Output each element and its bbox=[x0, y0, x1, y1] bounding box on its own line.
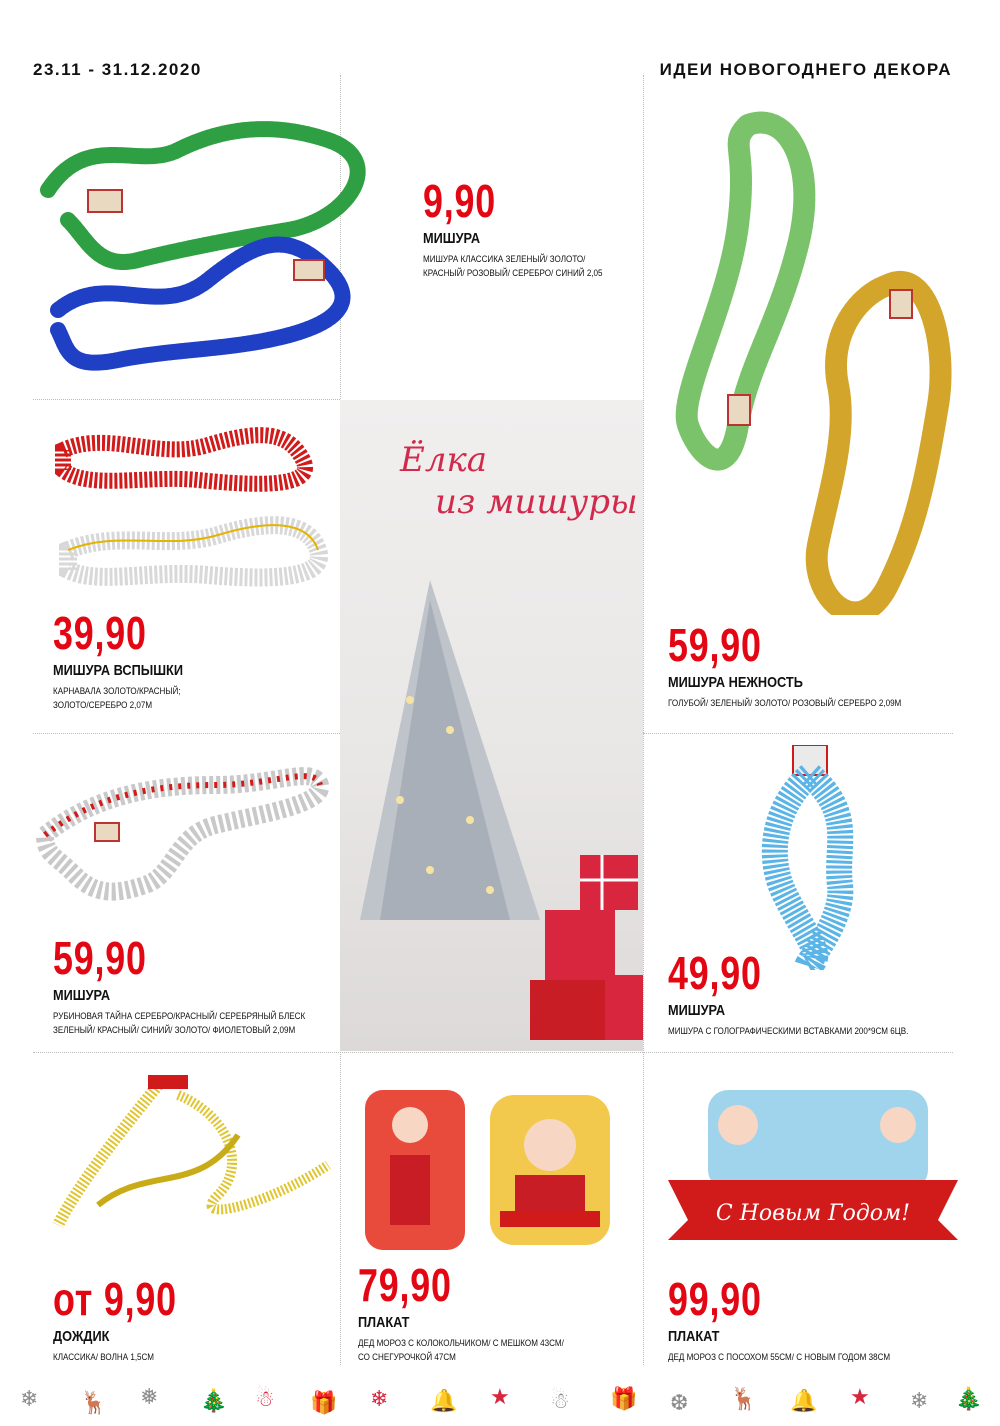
product-desc: ДЕД МОРОЗ С КОЛОКОЛЬЧИКОМ/ С МЕШКОМ 43СМ/ СО СНЕГУРОЧКОЙ 47СМ bbox=[358, 1338, 564, 1363]
snowflake-icon: ❄ bbox=[20, 1386, 39, 1411]
section-title: ИДЕИ НОВОГОДНЕГО ДЕКОРА bbox=[659, 60, 952, 79]
tinsel-ruby-image bbox=[35, 755, 335, 915]
product-name: МИШУРА НЕЖНОСТЬ bbox=[668, 674, 803, 691]
product-name: МИШУРА bbox=[423, 230, 481, 247]
tinsel-green-blue-image bbox=[28, 110, 368, 380]
product-name: МИШУРА ВСПЫШКИ bbox=[53, 662, 183, 679]
snowflake-icon: ❄ bbox=[370, 1386, 389, 1411]
gingerbread-icon: ☃ bbox=[255, 1386, 275, 1411]
product-tinsel-holographic bbox=[668, 947, 951, 1039]
snowflake-icon: ❅ bbox=[140, 1384, 159, 1409]
bell-icon: 🔔 bbox=[790, 1388, 818, 1413]
price: 59,90 bbox=[53, 932, 147, 984]
product-desc: КАРНАВАЛА ЗОЛОТО/КРАСНЫЙ; ЗОЛОТО/СЕРЕБРО 2,07М bbox=[53, 686, 181, 711]
grid-divider bbox=[643, 75, 644, 1365]
snowflake-icon: ❆ bbox=[670, 1390, 689, 1415]
product-desc: КЛАССИКА/ ВОЛНА 1,5СМ bbox=[53, 1352, 155, 1363]
star-icon: ★ bbox=[490, 1384, 510, 1409]
reindeer-icon: 🦌 bbox=[730, 1386, 758, 1411]
tinsel-green-gold-image bbox=[668, 105, 968, 615]
product-tinsel-classic bbox=[423, 175, 634, 281]
product-desc: РУБИНОВАЯ ТАЙНА СЕРЕБРО/КРАСНЫЙ/ СЕРЕБРЯНЫЙ БЛЕСК ЗЕЛЕНЫЙ/ КРАСНЫЙ/ СИНИЙ/ ЗОЛОТО/ ФИОЛЕТОВЫЙ 2,09М bbox=[53, 1011, 306, 1036]
product-desc: ГОЛУБОЙ/ ЗЕЛЕНЫЙ/ ЗОЛОТО/ РОЗОВЫЙ/ СЕРЕБРО 2,09М bbox=[668, 698, 902, 709]
product-tinsel-flash bbox=[53, 607, 206, 713]
product-tinsel-ruby bbox=[53, 932, 350, 1038]
tree-icon: 🎄 bbox=[200, 1388, 228, 1413]
product-desc: ДЕД МОРОЗ С ПОСОХОМ 55СМ/ С НОВЫМ ГОДОМ 38СМ bbox=[668, 1352, 891, 1363]
feature-script-line1: Ёлка bbox=[400, 440, 488, 480]
holiday-ornament-strip bbox=[0, 1366, 1000, 1426]
price: от 9,90 bbox=[53, 1273, 177, 1325]
feature-script-line2: из мишуры bbox=[435, 482, 638, 522]
reindeer-icon: 🦌 bbox=[80, 1390, 108, 1415]
snowflake-icon: ❄ bbox=[910, 1388, 929, 1413]
gift-icon: 🎁 bbox=[610, 1386, 638, 1411]
tree-illustration bbox=[340, 400, 643, 1051]
product-poster-santa bbox=[358, 1259, 600, 1365]
product-tinsel-tenderness bbox=[668, 619, 942, 711]
product-rain bbox=[53, 1273, 212, 1365]
price: 99,90 bbox=[668, 1273, 762, 1325]
tree-icon: 🎄 bbox=[955, 1386, 983, 1411]
bell-icon: 🔔 bbox=[430, 1388, 458, 1413]
price: 79,90 bbox=[358, 1259, 452, 1311]
grid-divider bbox=[33, 399, 340, 400]
product-name: ПЛАКАТ bbox=[358, 1314, 410, 1331]
grid-divider bbox=[643, 733, 953, 734]
product-name: МИШУРА bbox=[668, 1002, 726, 1019]
gift-icon: 🎁 bbox=[310, 1390, 338, 1415]
date-range: 23.11 - 31.12.2020 bbox=[33, 60, 202, 79]
product-desc: МИШУРА КЛАССИКА ЗЕЛЕНЫЙ/ ЗОЛОТО/ КРАСНЫЙ/ РОЗОВЫЙ/ СЕРЕБРО/ СИНИЙ 2,05 bbox=[423, 254, 603, 279]
price: 39,90 bbox=[53, 607, 147, 659]
price: 49,90 bbox=[668, 947, 762, 999]
banner-text: С Новым Годом! bbox=[715, 1201, 911, 1226]
price: 59,90 bbox=[668, 619, 762, 671]
grid-divider bbox=[33, 733, 340, 734]
tinsel-blue-holographic-image bbox=[755, 745, 865, 970]
product-desc: МИШУРА С ГОЛОГРАФИЧЕСКИМИ ВСТАВКАМИ 200*9СМ 6ЦВ. bbox=[668, 1026, 909, 1037]
product-poster-banner bbox=[668, 1273, 929, 1365]
grid-divider bbox=[33, 1052, 953, 1053]
snowman-icon: ☃ bbox=[550, 1388, 570, 1413]
poster-santa-images bbox=[360, 1085, 620, 1255]
price: 9,90 bbox=[423, 175, 496, 227]
feature-tinsel-tree-image bbox=[340, 400, 643, 1051]
product-name: ПЛАКАТ bbox=[668, 1328, 720, 1345]
rain-tinsel-gold-image bbox=[38, 1075, 338, 1245]
product-name: ДОЖДИК bbox=[53, 1328, 110, 1345]
tinsel-red-silver-image bbox=[48, 420, 338, 600]
product-name: МИШУРА bbox=[53, 987, 111, 1004]
star-icon: ★ bbox=[850, 1384, 870, 1409]
poster-banner-image bbox=[668, 1080, 958, 1250]
